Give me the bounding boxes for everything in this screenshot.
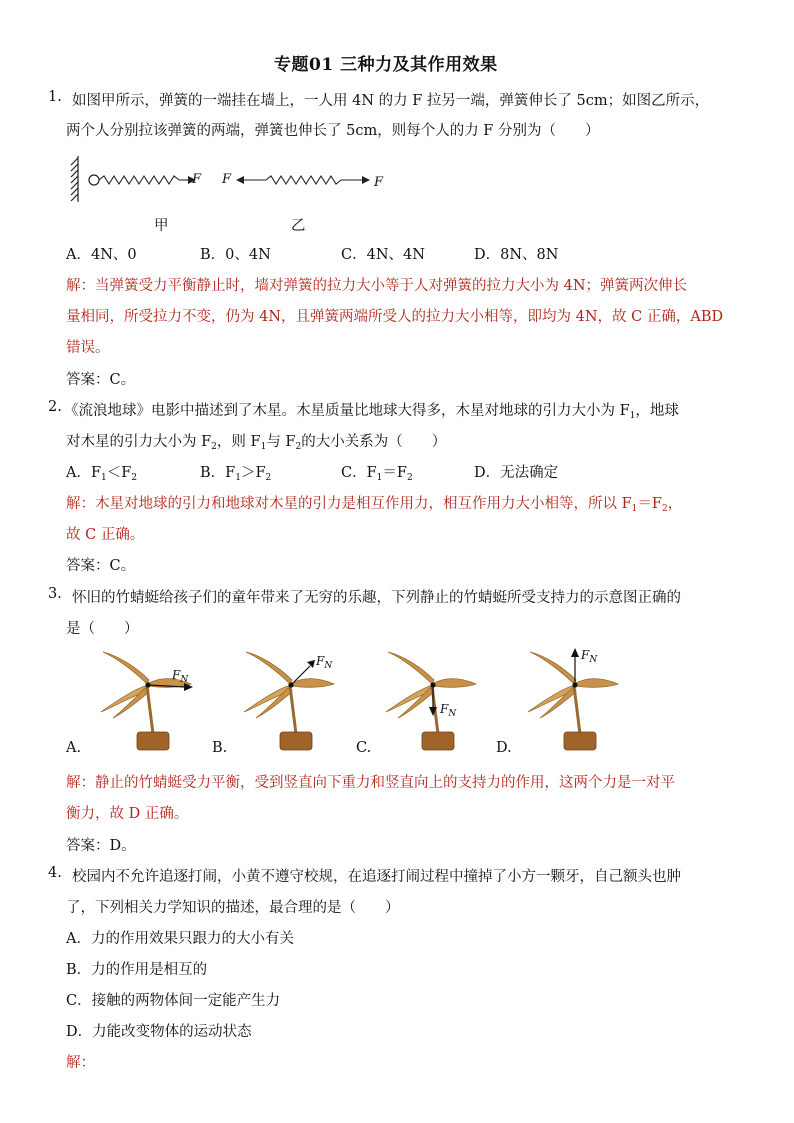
fn-label-d: $F_N$ [581, 648, 598, 665]
arrow-yi-right [362, 176, 370, 184]
q1-answer: 答案：C。 [66, 372, 136, 388]
q1-solution-line1: 解：当弹簧受力平衡静止时，墙对弹簧的拉力大小等于人对弹簧的拉力大小为 4N；弹簧两次伸长 [66, 278, 688, 294]
q2-option-c: C．$F_1=F_2$ [341, 465, 413, 483]
q2-text-line1: 《流浪地球》电影中描述到了木星。木星质量比地球大得多，木星对地球的引力大小为 $F_1$，地球 [64, 403, 679, 421]
q2-option-b: B．$F_1>F_2$ [200, 465, 272, 483]
q2-solution-line1: 解：木星对地球的引力和地球对木星的引力是相互作用力，相互作用力大小相等，所以 $F_1=F_2$， [66, 496, 683, 514]
q4-number: 4. [48, 865, 62, 881]
q2-number: 2. [48, 399, 62, 415]
q4-text-line2: 了，下列相关力学知识的描述，最合理的是（ ） [66, 900, 400, 916]
page-title: 专题01 三种力及其作用效果 [274, 55, 498, 75]
q4-solution: 解： [66, 1055, 95, 1071]
q2-option-a: A．$F_1<F_2$ [66, 465, 138, 483]
spring-yi [244, 176, 362, 184]
dragonfly-toy [101, 652, 191, 750]
q1-option-a: A．4N、0 [66, 247, 137, 263]
q3-text-line2: 是（ ） [66, 621, 139, 637]
q1-option-b: B．0、4N [200, 247, 271, 263]
q3-option-d: D. [496, 740, 512, 756]
q1-number: 1. [48, 89, 62, 105]
q1-text-line1: 如图甲所示，弹簧的一端挂在墙上，一人用 4N 的力 F 拉另一端，弹簧伸长了 5cm；如图乙所示， [72, 93, 710, 109]
q4-option-a: A．力的作用效果只跟力的大小有关 [66, 931, 294, 947]
spring-jia [99, 176, 182, 184]
dragonfly-figure-a [95, 646, 205, 752]
hook-ring [89, 175, 99, 185]
force-label-jia: F [192, 172, 202, 187]
q2-option-d: D．无法确定 [474, 465, 559, 481]
q1-solution-line3: 错误。 [66, 340, 110, 356]
dragonfly-toy [528, 652, 618, 750]
q1-option-d: D．8N、8N [474, 247, 559, 263]
fig-label-yi: 乙 [291, 218, 306, 234]
fn-label-a: $F_N$ [172, 668, 189, 685]
dragonfly-toy [386, 652, 476, 750]
q4-option-d: D．力能改变物体的运动状态 [66, 1024, 252, 1040]
fig-label-jia: 甲 [154, 218, 169, 234]
force-arrowhead-b [307, 660, 315, 668]
q3-option-a: A. [66, 740, 82, 756]
q3-solution-line2: 衡力，故 D 正确。 [66, 806, 189, 822]
force-label-yi-left: F [222, 172, 232, 187]
arrow-yi-left [236, 176, 244, 184]
q3-option-b: B. [212, 740, 228, 756]
q4-text-line1: 校园内不允许追逐打闹，小黄不遵守校规，在追逐打闹过程中撞掉了小方一颗牙，自己额头也肿 [72, 869, 681, 885]
q2-solution-line2: 故 C 正确。 [66, 527, 145, 543]
q2-text-line2: 对木星的引力大小为 $F_2$，则 $F_1$与 $F_2$的大小关系为（ ） [66, 434, 447, 452]
dragonfly-figure-c [380, 646, 490, 752]
q1-solution-line2: 量相同，所受拉力不变，仍为 4N，且弹簧两端所受人的拉力大小相等，即均为 4N，故 C 正确，ABD [66, 309, 724, 325]
q1-option-c: C．4N、4N [341, 247, 425, 263]
q3-number: 3. [48, 586, 62, 602]
q4-option-c: C．接触的两物体间一定能产生力 [66, 993, 281, 1009]
fn-label-b: $F_N$ [316, 654, 333, 671]
q3-solution-line1: 解：静止的竹蜻蜓受力平衡，受到竖直向下重力和竖直向上的支持力的作用，这两个力是一对平 [66, 775, 675, 791]
q4-option-b: B．力的作用是相互的 [66, 962, 208, 978]
q3-option-c: C. [356, 740, 372, 756]
wall [71, 156, 78, 202]
q3-text-line1: 怀旧的竹蜻蜓给孩子们的童年带来了无穷的乐趣，下列静止的竹蜻蜓所受支持力的示意图正确的 [72, 590, 681, 606]
q1-text-line2: 两个人分别拉该弹簧的两端，弹簧也伸长了 5cm，则每个人的力 F 分别为（ ） [66, 123, 600, 139]
force-label-yi-right: F [374, 175, 384, 190]
q3-answer: 答案：D。 [66, 838, 136, 854]
dragonfly-figure-d [522, 646, 632, 752]
q2-answer: 答案：C。 [66, 558, 136, 574]
force-arrowhead-d [571, 648, 579, 657]
fn-label-c: $F_N$ [440, 702, 457, 719]
